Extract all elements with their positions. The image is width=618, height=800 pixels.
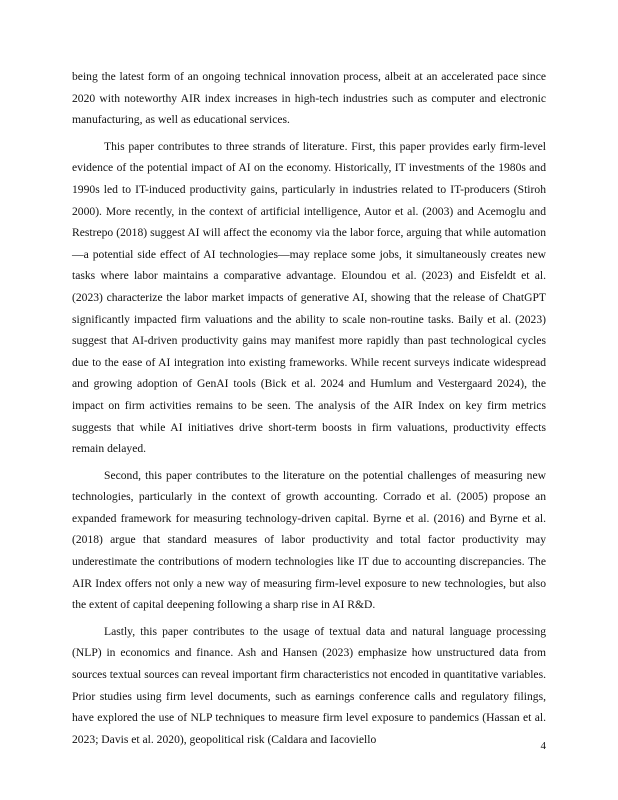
page-number-label: 4 bbox=[540, 740, 546, 752]
paragraph-measurement-challenges: Second, this paper contributes to the literature on the potential challenges of measuring new technologies, particularly in the context of growth accounting. Corrado et al. (2005) propose an expanded framework for measuring technology-driven capital. Byrne et al. (2016) and Byrne et al. (2018) argue that standard measures of labor productivity and total factor productivity may underestimate the contributions of modern technologies like IT due to accounting discrepancies. The AIR Index offers not only a new way of measuring firm-level exposure to new technologies, but also the extent of capital deepening following a sharp rise in AI R&D. bbox=[72, 468, 546, 612]
page-number bbox=[0, 740, 618, 752]
paragraph-continuation: being the latest form of an ongoing technical innovation process, albeit at an accelerated pace since 2020 with noteworthy AIR index increases in high-tech industries such as computer and electronic manufacturing, as well as educational services. bbox=[72, 70, 546, 127]
paragraph-literature-strands: This paper contributes to three strands of literature. First, this paper provides early firm-level evidence of the potential impact of AI on the economy. Historically, IT investments of the 1980s and 1990s led to IT-induced productivity gains, particularly in industries related to IT-producers (Stiroh 2000). More recently, in the context of artificial intelligence, Autor et al. (2003) and Acemoglu and Restrepo (2018) suggest AI will affect the economy via the labor force, arguing that while automation—a potential side effect of AI technologies—may replace some jobs, it simultaneously creates new tasks where labor maintains a comparative advantage. Eloundou et al. (2023) and Eisfeldt et al. (2023) characterize the labor market impacts of generative AI, showing that the release of ChatGPT significantly impacted firm valuations and the ability to scale non-routine tasks. Baily et al. (2023) suggest that AI-driven productivity gains may manifest more rapidly than past technological cycles due to the ease of AI integration into existing frameworks. While recent surveys indicate widespread and growing adoption of GenAI tools (Bick et al. 2024 and Humlum and Vestergaard 2024), the impact on firm activities remains to be seen. The analysis of the AIR Index on key firm metrics suggests that while AI initiatives drive short-term boosts in firm valuations, productivity effects remain delayed. bbox=[72, 139, 546, 456]
body-text bbox=[72, 66, 546, 750]
paragraph-textual-data: Lastly, this paper contributes to the usage of textual data and natural language processing (NLP) in economics and finance. Ash and Hansen (2023) emphasize how unstructured data from sources textual sources can reveal important firm characteristics not encoded in quantitative variables. Prior studies using firm level documents, such as earnings conference calls and regulatory filings, have explored the use of NLP techniques to measure firm level exposure to pandemics (Hassan et al. 2023; Davis et al. 2020), geopolitical risk (Caldara and Iacoviello bbox=[72, 624, 546, 746]
